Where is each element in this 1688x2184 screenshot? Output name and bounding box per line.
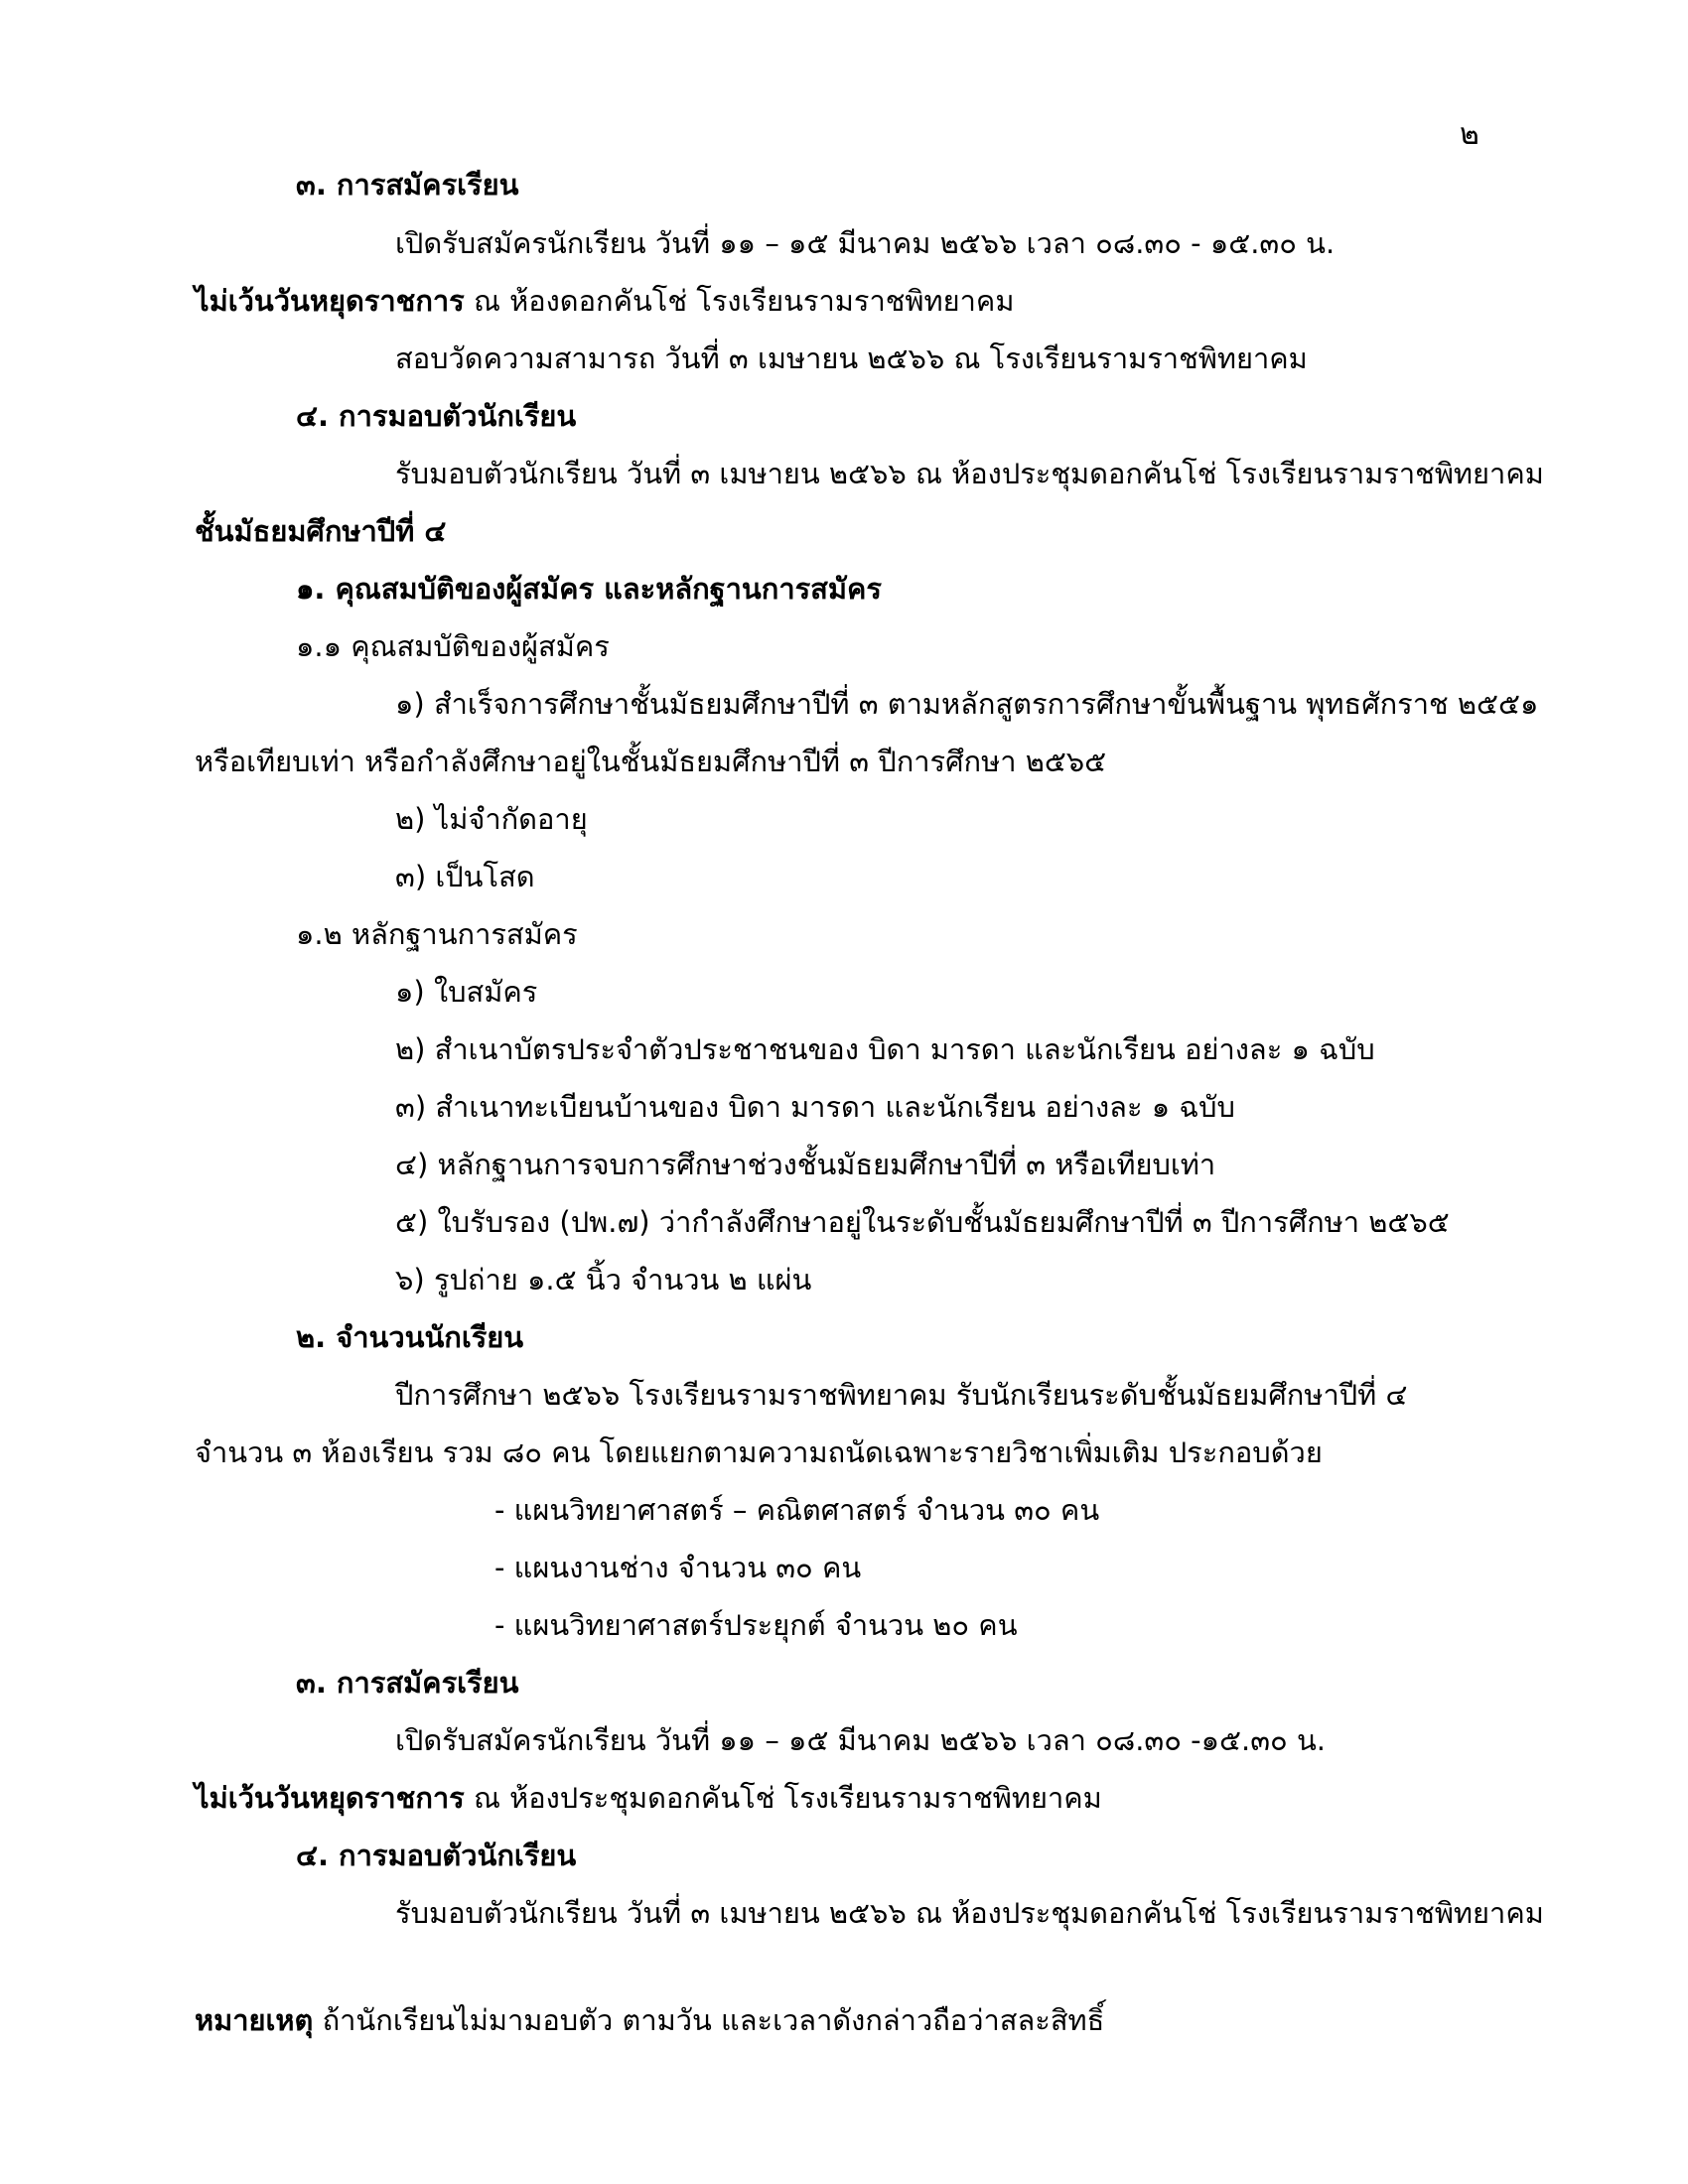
list-item: ๕) ใบรับรอง (ปพ.๗) ว่ากำลังศึกษาอยู่ในระดับชั้นมัธยมศึกษาปีที่ ๓ ปีการศึกษา ๒๕๖๕ [395,1205,1450,1239]
list-item: ๑) ใบสมัคร [395,975,538,1009]
paragraph-line [195,281,1014,321]
note-text: ถ้านักเรียนไม่มามอบตัว ตามวัน และเวลาดังกล่าวถือว่าสละสิทธิ์ [313,2003,1105,2037]
paragraph-line: เปิดรับสมัครนักเรียน วันที่ ๑๑ – ๑๕ มีนาคม ๒๕๖๖ เวลา ๐๘.๓๐ - ๑๕.๓๐ น. [395,226,1336,260]
list-item: ๖) รูปถ่าย ๑.๕ นิ้ว จำนวน ๒ แผ่น [395,1263,812,1297]
paragraph-line: รับมอบตัวนักเรียน วันที่ ๓ เมษายน ๒๕๖๖ ณ ห้องประชุมดอกคันโช่ โรงเรียนรามราชพิทยาคม [395,457,1544,490]
section-heading-grade-4: ชั้นมัธยมศึกษาปีที่ ๔ [195,514,447,548]
list-item: ๓) สำเนาทะเบียนบ้านของ บิดา มารดา และนักเรียน อย่างละ ๑ ฉบับ [395,1090,1235,1124]
heading-qualifications: ๑. คุณสมบัติของผู้สมัคร และหลักฐานการสมัคร [296,572,882,606]
subheading-documents: ๑.๒ หลักฐานการสมัคร [296,917,578,951]
line-text: ณ ห้องดอกคันโช่ โรงเรียนรามราชพิทยาคม [464,284,1015,318]
list-item: - แผนวิทยาศาสตร์ประยุกต์ จำนวน ๒๐ คน [494,1608,1018,1642]
paragraph-line: ปีการศึกษา ๒๕๖๖ โรงเรียนรามราชพิทยาคม รับนักเรียนระดับชั้นมัธยมศึกษาปีที่ ๔ [395,1378,1408,1412]
note-label: หมายเหตุ [195,2003,314,2037]
list-item: ๔) หลักฐานการจบการศึกษาช่วงชั้นมัธยมศึกษาปีที่ ๓ หรือเทียบเท่า [395,1148,1216,1181]
note [195,2000,1104,2040]
list-item: - แผนวิทยาศาสตร์ – คณิตศาสตร์ จำนวน ๓๐ คน [494,1493,1100,1527]
list-item: ๒) ไม่จำกัดอายุ [395,802,588,836]
heading-application-1: ๓. การสมัครเรียน [296,168,519,202]
list-item: ๓) เป็นโสด [395,860,535,893]
paragraph-line [195,1778,1102,1818]
heading-enrollment-1: ๔. การมอบตัวนักเรียน [296,399,577,433]
heading-application-2: ๓. การสมัครเรียน [296,1666,519,1700]
bold-phrase: ไม่เว้นวันหยุดราชการ [195,1781,465,1815]
paragraph-line: สอบวัดความสามารถ วันที่ ๓ เมษายน ๒๕๖๖ ณ โรงเรียนรามราชพิทยาคม [395,341,1308,375]
paragraph-line: จำนวน ๓ ห้องเรียน รวม ๘๐ คน โดยแยกตามความถนัดเฉพาะรายวิชาเพิ่มเติม ประกอบด้วย [195,1435,1323,1469]
heading-student-count: ๒. จำนวนนักเรียน [296,1320,524,1354]
paragraph-line: เปิดรับสมัครนักเรียน วันที่ ๑๑ – ๑๕ มีนาคม ๒๕๖๖ เวลา ๐๘.๓๐ -๑๕.๓๐ น. [395,1723,1326,1757]
paragraph-line: รับมอบตัวนักเรียน วันที่ ๓ เมษายน ๒๕๖๖ ณ ห้องประชุมดอกคันโช่ โรงเรียนรามราชพิทยาคม [395,1896,1544,1930]
page-number: ๒ [1460,117,1479,152]
bold-phrase: ไม่เว้นวันหยุดราชการ [195,284,465,318]
heading-enrollment-2: ๔. การมอบตัวนักเรียน [296,1839,577,1872]
list-item-continuation: หรือเทียบเท่า หรือกำลังศึกษาอยู่ในชั้นมัธยมศึกษาปีที่ ๓ ปีการศึกษา ๒๕๖๕ [195,745,1107,778]
subheading-qualifications: ๑.๑ คุณสมบัติของผู้สมัคร [296,629,610,663]
list-item: ๒) สำเนาบัตรประจำตัวประชาชนของ บิดา มารดา และนักเรียน อย่างละ ๑ ฉบับ [395,1032,1375,1066]
list-item: ๑) สำเร็จการศึกษาชั้นมัธยมศึกษาปีที่ ๓ ตามหลักสูตรการศึกษาขั้นพื้นฐาน พุทธศักราช ๒๕๕๑ [395,687,1539,721]
list-item: - แผนงานช่าง จำนวน ๓๐ คน [494,1551,862,1584]
line-text: ณ ห้องประชุมดอกคันโช่ โรงเรียนรามราชพิทยาคม [464,1781,1102,1815]
